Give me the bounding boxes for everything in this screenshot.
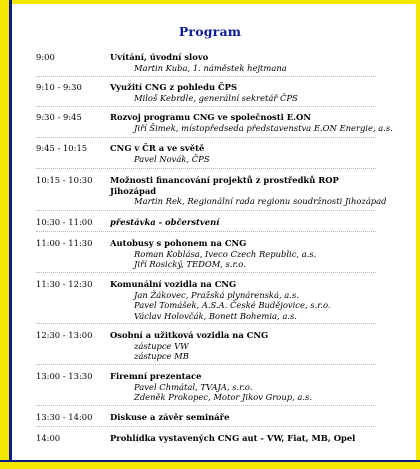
item-heading: Osobní a užitková vozidla na CNG [110, 330, 269, 340]
item-speaker: Pavel Novák, ČPS [134, 153, 210, 164]
item-heading: Využití CNG z pohledu ČPS [110, 82, 237, 92]
divider [36, 210, 376, 211]
item-heading: Firemní prezentace [110, 371, 202, 381]
divider [36, 364, 376, 365]
divider [36, 323, 376, 324]
item-heading: Komunální vozidla na CNG [110, 279, 237, 289]
left-border-accent [9, 0, 12, 469]
item-time: 9:45 - 10:15 [36, 143, 88, 153]
divider [36, 137, 376, 138]
item-speaker: Pavel Tomášek, A.S.A. České Budějovice, s.r.o. [134, 300, 331, 310]
divider [36, 76, 376, 77]
item-heading: Možnosti financování projektů z prostředků ROP [110, 175, 339, 185]
item-heading: Prohlídka vystavených CNG aut - VW, Fiat, MB, Opel [110, 433, 356, 443]
item-heading: Rozvoj programu CNG ve společnosti E.ON [110, 112, 311, 122]
item-heading: přestávka - občerstvení [110, 217, 220, 227]
item-speaker: Jiří Šimek, místopředseda představenstva E.ON Energie, a.s. [134, 122, 393, 133]
item-time: 12:30 - 13:00 [36, 330, 93, 340]
item-time: 9:00 [36, 52, 55, 62]
item-time: 13:00 - 13:30 [36, 371, 93, 381]
item-time: 10:15 - 10:30 [36, 175, 93, 185]
item-speaker: Pavel Chmátal, TVAJA, s.r.o. [134, 381, 253, 392]
item-heading-continued: Jihozápad [110, 185, 157, 196]
item-time: 9:30 - 9:45 [36, 112, 82, 122]
item-speaker: Zdeněk Prokopec, Motor Jikov Group, a.s. [134, 392, 313, 402]
item-time: 14:00 [36, 433, 61, 443]
program-title: Program [178, 24, 242, 39]
bottom-border [0, 462, 420, 469]
item-time: 10:30 - 11:00 [36, 217, 93, 227]
divider [36, 168, 376, 169]
item-time: 9:10 - 9:30 [36, 82, 82, 92]
right-border [416, 0, 420, 469]
item-speaker: Václav Holovčák, Bonett Bohemia, a.s. [134, 310, 297, 321]
item-speaker: Jan Žákovec, Pražská plynárenská, a.s. [134, 289, 299, 300]
item-speaker: zástupce MB [134, 351, 189, 361]
item-heading: Uvítání, úvodní slovo [110, 52, 209, 62]
item-speaker: Martin Kuba, 1. náměstek hejtmana [134, 62, 287, 73]
divider [36, 405, 376, 406]
item-speaker: Martin Rek, Regionální rada regionu soudržnosti Jihozápad [134, 196, 387, 206]
top-border [0, 0, 420, 4]
divider [36, 106, 376, 107]
item-heading: Diskuse a závěr semináře [110, 412, 230, 422]
item-time: 11:00 - 11:30 [36, 238, 93, 248]
divider [36, 231, 376, 232]
divider [36, 426, 376, 427]
item-speaker: Roman Koblása, Iveco Czech Republic, a.s. [134, 248, 317, 259]
item-time: 11:30 - 12:30 [36, 279, 93, 289]
divider [36, 272, 376, 273]
item-speaker: Jiří Rosický, TEDOM, s.r.o. [134, 259, 246, 269]
item-speaker: zástupce VW [134, 340, 189, 351]
item-time: 13:30 - 14:00 [36, 412, 93, 422]
item-heading: Autobusy s pohonem na CNG [110, 238, 247, 248]
item-speaker: Miloš Kebrdle, generální sekretář ČPS [134, 92, 298, 103]
item-heading: CNG v ČR a ve světě [110, 143, 205, 153]
left-border [0, 0, 9, 469]
